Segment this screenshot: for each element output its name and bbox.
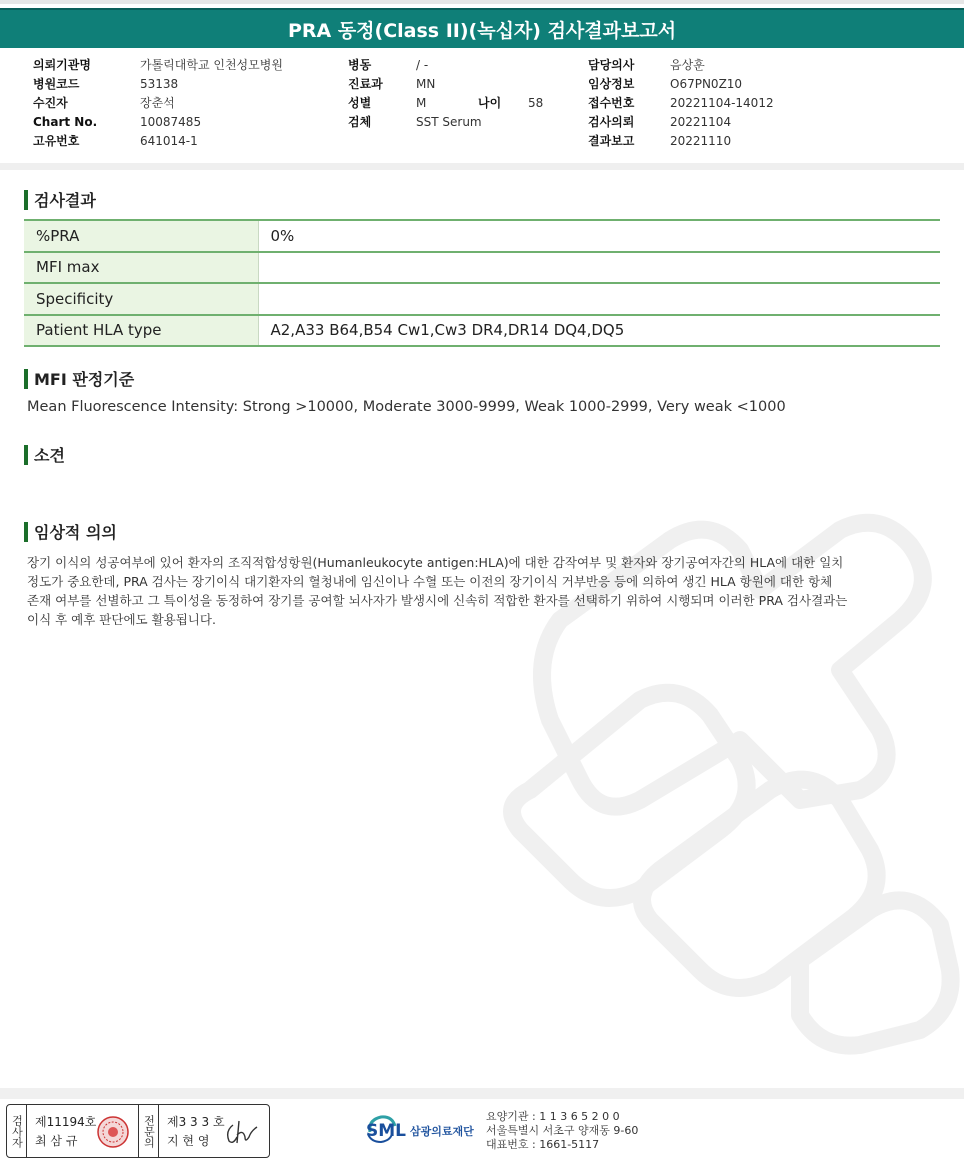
clinical-heading: [24, 520, 117, 543]
result-label: Patient HLA type: [24, 315, 258, 347]
info-row: [33, 55, 283, 74]
age-value: 58: [528, 95, 544, 110]
info-key: 검체: [348, 115, 372, 129]
info-row: [588, 93, 774, 112]
results-table: [24, 219, 940, 347]
info-key: 검사의뢰: [588, 115, 635, 129]
clinical-line: 정도가 중요한데, PRA 검사는 장기이식 대기환자의 혈청내에 임신이나 수혈 또는 이전의 장기이식 거부반응 등에 의하여 생긴 HLA 항원에 대한 항체: [27, 574, 833, 589]
findings-heading-text: 소견: [34, 446, 65, 465]
result-value: A2,A33 B64,B54 Cw1,Cw3 DR4,DR14 DQ4,DQ5: [258, 315, 940, 347]
info-value: 20221110: [670, 133, 732, 148]
info-row: [33, 74, 283, 93]
info-row: [33, 131, 283, 150]
info-key: 접수번호: [588, 96, 635, 110]
info-key: 고유번호: [33, 134, 80, 148]
age-key: 나이: [478, 96, 502, 110]
section-bar: [24, 190, 28, 210]
info-row: [348, 55, 543, 74]
mfi-heading-text: MFI 판정기준: [34, 370, 135, 389]
result-value: 0%: [258, 220, 940, 252]
table-row: [24, 315, 940, 347]
table-row: [24, 252, 940, 284]
info-row: [588, 131, 774, 150]
report-title-text: PRA 동정(Class II)(녹십자) 검사결과보고서: [287, 19, 677, 42]
info-key: 결과보고: [588, 134, 635, 148]
info-key: 의뢰기관명: [33, 58, 91, 72]
result-label: Specificity: [24, 283, 258, 315]
info-value: 641014-1: [140, 133, 198, 148]
info-row: [33, 112, 283, 131]
clinical-heading-text: 임상적 의의: [34, 523, 117, 542]
result-value: [258, 252, 940, 284]
reviewer-cell: [159, 1105, 269, 1157]
info-value: SST Serum: [416, 114, 482, 129]
info-row: [588, 74, 774, 93]
clinical-line: 장기 이식의 성공여부에 있어 환자의 조직적합성항원(Humanleukocyte antigen:HLA)에 대한 감작여부 및 환자와 장기공여자간의 HLA에 대한 일치: [27, 555, 844, 570]
tester-label: [7, 1105, 27, 1157]
info-column-1: [33, 55, 283, 150]
top-border: [0, 0, 964, 4]
clinical-line: 이식 후 예후 판단에도 활용됩니다.: [27, 612, 216, 627]
info-row: [348, 74, 543, 93]
clinical-text: [27, 553, 947, 629]
institution-address: [486, 1110, 638, 1152]
info-key: 임상정보: [588, 77, 635, 91]
reviewer-name: 지 현 영: [167, 1134, 210, 1148]
info-value: M: [416, 95, 427, 110]
result-label: MFI max: [24, 252, 258, 284]
findings-heading: [24, 443, 65, 466]
logo-name: 삼광의료재단: [410, 1125, 474, 1138]
info-key: 수진자: [33, 96, 68, 110]
info-key: 진료과: [348, 77, 383, 91]
info-column-2: [348, 55, 543, 131]
info-value: O67PN0Z10: [670, 76, 743, 91]
info-row: [33, 93, 283, 112]
info-value: 가톨릭대학교 인천성모병원: [140, 58, 283, 72]
tester-cell: [27, 1105, 139, 1157]
info-value: 음상훈: [670, 58, 705, 72]
section-bar: [24, 369, 28, 389]
report-title: [0, 8, 964, 48]
info-value: 10087485: [140, 114, 202, 129]
info-column-3: [588, 55, 774, 150]
results-heading: [24, 188, 96, 211]
info-row: [348, 112, 543, 131]
tester-label-text: 검사자: [10, 1114, 24, 1148]
info-key: 담당의사: [588, 58, 635, 72]
mfi-heading: [24, 367, 134, 390]
clinical-line: 존재 여부를 선별하고 그 특이성을 동정하여 장기를 공여할 뇌사자가 발생시에 신속히 적합한 환자를 선택하기 위하여 시행되며 이러한 PRA 검사결과는: [27, 593, 848, 608]
info-value: 장춘석: [140, 96, 175, 110]
signature-box: [6, 1104, 270, 1158]
info-row: [588, 112, 774, 131]
header-separator: [0, 163, 964, 170]
address-line: 요양기관 : 1 1 3 6 5 2 0 0: [486, 1110, 620, 1123]
info-key: 병동: [348, 58, 372, 72]
info-value: / -: [416, 57, 429, 72]
info-value: MN: [416, 76, 436, 91]
reviewer-number: 제3 3 3 호: [167, 1115, 225, 1129]
info-row: [348, 93, 543, 112]
signature-icon: [223, 1117, 261, 1147]
sml-logo: [366, 1110, 482, 1152]
seal-stamp-icon: [96, 1115, 130, 1149]
info-key: 성별: [348, 96, 372, 110]
info-value: 20221104-14012: [670, 95, 774, 110]
result-value: [258, 283, 940, 315]
mfi-criteria-text: Mean Fluorescence Intensity: Strong >10000, Moderate 3000-9999, Weak 1000-2999, Very weak <1000: [27, 399, 786, 415]
results-heading-text: 검사결과: [34, 191, 96, 210]
footer-separator: [0, 1088, 964, 1099]
table-row: [24, 220, 940, 252]
section-bar: [24, 445, 28, 465]
address-line: 서울특별시 서초구 양재동 9-60: [486, 1124, 639, 1137]
tester-number: 제11194호: [35, 1115, 97, 1129]
info-key: Chart No.: [33, 114, 98, 129]
tester-name: 최 삼 규: [35, 1134, 78, 1148]
reviewer-label: [139, 1105, 159, 1157]
info-value: 53138: [140, 76, 179, 91]
result-label: %PRA: [24, 220, 258, 252]
info-key: 병원코드: [33, 77, 80, 91]
info-row: [588, 55, 774, 74]
table-row: [24, 283, 940, 315]
address-line: 대표번호 : 1661-5117: [486, 1138, 600, 1151]
reviewer-label-text: 전문의: [142, 1114, 156, 1148]
section-bar: [24, 522, 28, 542]
logo-mark: SML: [366, 1121, 406, 1141]
info-value: 20221104: [670, 114, 732, 129]
